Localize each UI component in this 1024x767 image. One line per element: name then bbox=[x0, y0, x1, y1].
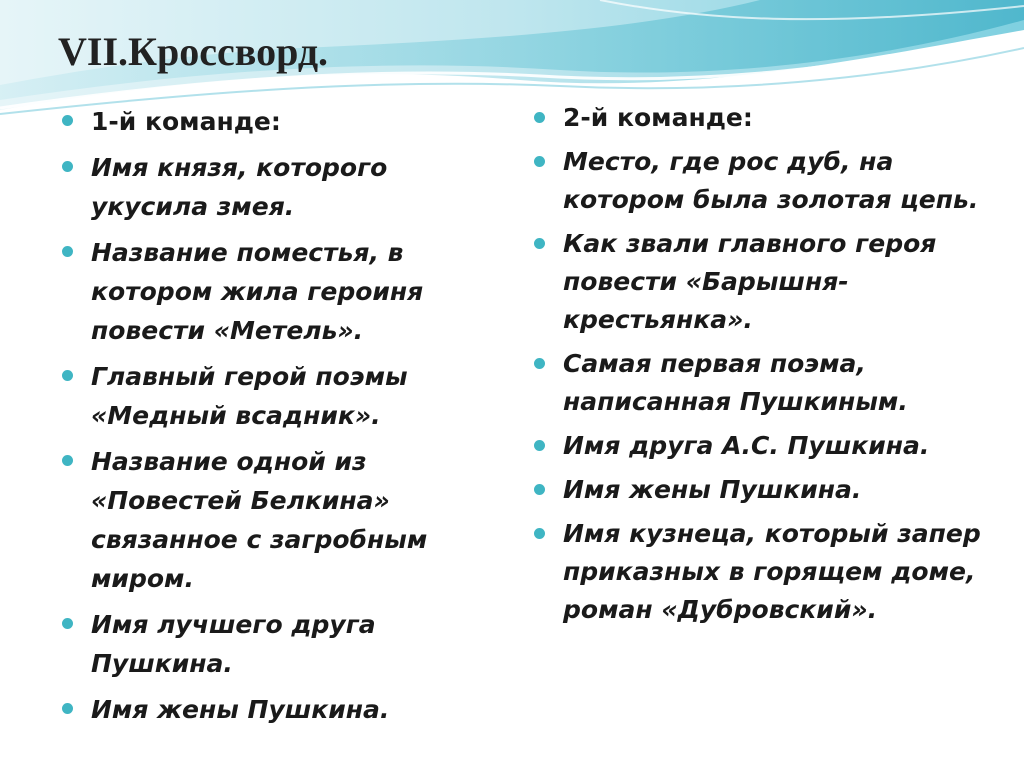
bullet-icon bbox=[62, 370, 73, 381]
team-header bbox=[534, 99, 1004, 137]
question-text: Место, где рос дуб, на котором была золотая цепь. bbox=[563, 147, 979, 214]
question-text: Имя жены Пушкина. bbox=[563, 475, 862, 504]
question-text: Имя друга А.С. Пушкина. bbox=[563, 431, 930, 460]
question-item bbox=[62, 357, 492, 435]
bullet-icon bbox=[534, 484, 545, 495]
question-item bbox=[62, 233, 492, 350]
bullet-icon bbox=[534, 440, 545, 451]
question-item bbox=[62, 690, 492, 729]
question-item bbox=[534, 471, 1004, 509]
bullet-icon bbox=[62, 703, 73, 714]
bullet-icon bbox=[534, 528, 545, 539]
team-header-label: 1-й команде: bbox=[91, 107, 281, 136]
question-item bbox=[534, 427, 1004, 465]
question-text: Название поместья, в котором жила героиня повести «Метель». bbox=[91, 238, 424, 345]
question-text: Имя князя, которого укусила змея. bbox=[91, 153, 388, 221]
question-item bbox=[534, 515, 1004, 629]
question-item bbox=[534, 143, 1004, 219]
question-item bbox=[62, 605, 492, 683]
bullet-icon bbox=[534, 358, 545, 369]
team1-list bbox=[62, 102, 492, 736]
question-text: Как звали главного героя повести «Барышня-крестьянка». bbox=[563, 229, 937, 334]
bullet-icon bbox=[534, 156, 545, 167]
bullet-icon bbox=[534, 238, 545, 249]
bullet-icon bbox=[62, 618, 73, 629]
team-header bbox=[62, 102, 492, 141]
question-item bbox=[62, 442, 492, 598]
question-item bbox=[62, 148, 492, 226]
question-text: Самая первая поэма, написанная Пушкиным. bbox=[563, 349, 908, 416]
question-item bbox=[534, 225, 1004, 339]
question-item bbox=[534, 345, 1004, 421]
team-header-label: 2-й команде: bbox=[563, 103, 753, 132]
question-text: Имя кузнеца, который запер приказных в горящем доме, роман «Дубровский». bbox=[563, 519, 981, 624]
question-text: Название одной из «Повестей Белкина» связанное с загробным миром. bbox=[91, 447, 428, 593]
question-text: Имя лучшего друга Пушкина. bbox=[91, 610, 376, 678]
slide-title: VII.Кроссворд. bbox=[58, 29, 329, 74]
bullet-icon bbox=[62, 115, 73, 126]
question-text: Имя жены Пушкина. bbox=[91, 695, 390, 724]
bullet-icon bbox=[62, 161, 73, 172]
bullet-icon bbox=[62, 246, 73, 257]
team2-list bbox=[534, 99, 1004, 635]
question-text: Главный герой поэмы «Медный всадник». bbox=[91, 362, 408, 430]
bullet-icon bbox=[534, 112, 545, 123]
bullet-icon bbox=[62, 455, 73, 466]
